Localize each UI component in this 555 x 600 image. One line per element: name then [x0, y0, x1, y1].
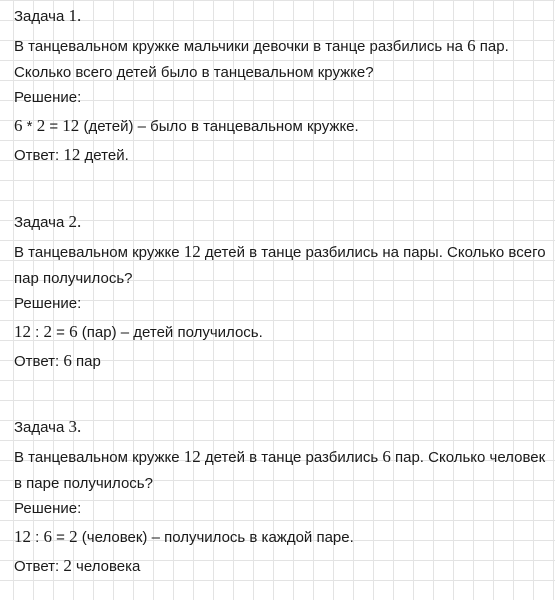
text-fragment: Сколько всего детей было в танцевальном кружке? [14, 64, 374, 81]
text-fragment: (детей) – было в танцевальном кружке. [79, 118, 359, 135]
text-fragment: Ответ: [14, 558, 64, 575]
task-block-1 [14, 6, 551, 166]
task-condition [14, 444, 551, 497]
solution-calculation [14, 116, 551, 137]
task-heading-number: 3. [68, 417, 82, 436]
number-value: 6 [63, 351, 72, 370]
solution-calculation [14, 322, 551, 343]
text-fragment: В танцевальном кружке [14, 449, 184, 466]
solution-label: Решение: [14, 295, 82, 312]
text-fragment: пар. Сколько человек [390, 449, 546, 466]
text-fragment: * [22, 118, 37, 135]
text-fragment: В танцевальном кружке мальчики девочки в танце разбились на [14, 38, 468, 55]
number-value: 12 [14, 322, 31, 341]
text-fragment: пар получилось? [14, 270, 133, 287]
text-fragment: = [52, 529, 70, 546]
solution-calculation [14, 527, 551, 548]
number-value: 6 [467, 36, 476, 55]
task-condition [14, 33, 551, 86]
task-heading-label: Задача [14, 419, 65, 436]
text-fragment: (пар) – детей получилось. [77, 324, 263, 341]
number-value: 6 [382, 447, 391, 466]
number-value: 12 [63, 145, 81, 164]
number-value: 2 [43, 322, 53, 341]
text-fragment: детей в танце разбились [200, 449, 383, 466]
number-value: 2 [69, 527, 78, 546]
text-fragment: человека [71, 558, 141, 575]
task-answer [14, 145, 551, 166]
number-value: 12 [183, 242, 201, 261]
text-fragment: = [45, 118, 63, 135]
task-block-2 [14, 212, 551, 372]
text-fragment: пар [71, 353, 101, 370]
number-value: 12 [183, 447, 201, 466]
task-heading [14, 6, 551, 27]
number-value: 6 [14, 116, 23, 135]
text-fragment: Ответ: [14, 353, 64, 370]
task-heading-label: Задача [14, 8, 65, 25]
text-fragment: пар. [475, 38, 509, 55]
text-fragment: = [52, 324, 70, 341]
text-fragment: В танцевальном кружке [14, 244, 184, 261]
text-fragment: : [31, 324, 44, 341]
task-heading-number: 2. [68, 212, 82, 231]
number-value: 12 [62, 116, 80, 135]
text-fragment: детей в танце разбились на пары. Сколько всего [200, 244, 546, 261]
text-fragment: детей. [80, 147, 129, 164]
task-answer [14, 351, 551, 372]
text-fragment: в паре получилось? [14, 475, 153, 492]
text-fragment: (человек) – получилось в каждой паре. [77, 529, 354, 546]
number-value: 12 [14, 527, 31, 546]
solution-label: Решение: [14, 500, 82, 517]
task-heading-label: Задача [14, 214, 65, 231]
number-value: 2 [63, 556, 72, 575]
task-heading [14, 212, 551, 233]
task-condition [14, 239, 551, 292]
task-block-3 [14, 417, 551, 577]
number-value: 2 [36, 116, 46, 135]
task-answer [14, 556, 551, 577]
text-fragment: : [31, 529, 44, 546]
number-value: 6 [69, 322, 78, 341]
solution-label: Решение: [14, 89, 82, 106]
task-heading [14, 417, 551, 438]
number-value: 6 [43, 527, 53, 546]
task-heading-number: 1. [68, 6, 82, 25]
text-fragment: Ответ: [14, 147, 64, 164]
